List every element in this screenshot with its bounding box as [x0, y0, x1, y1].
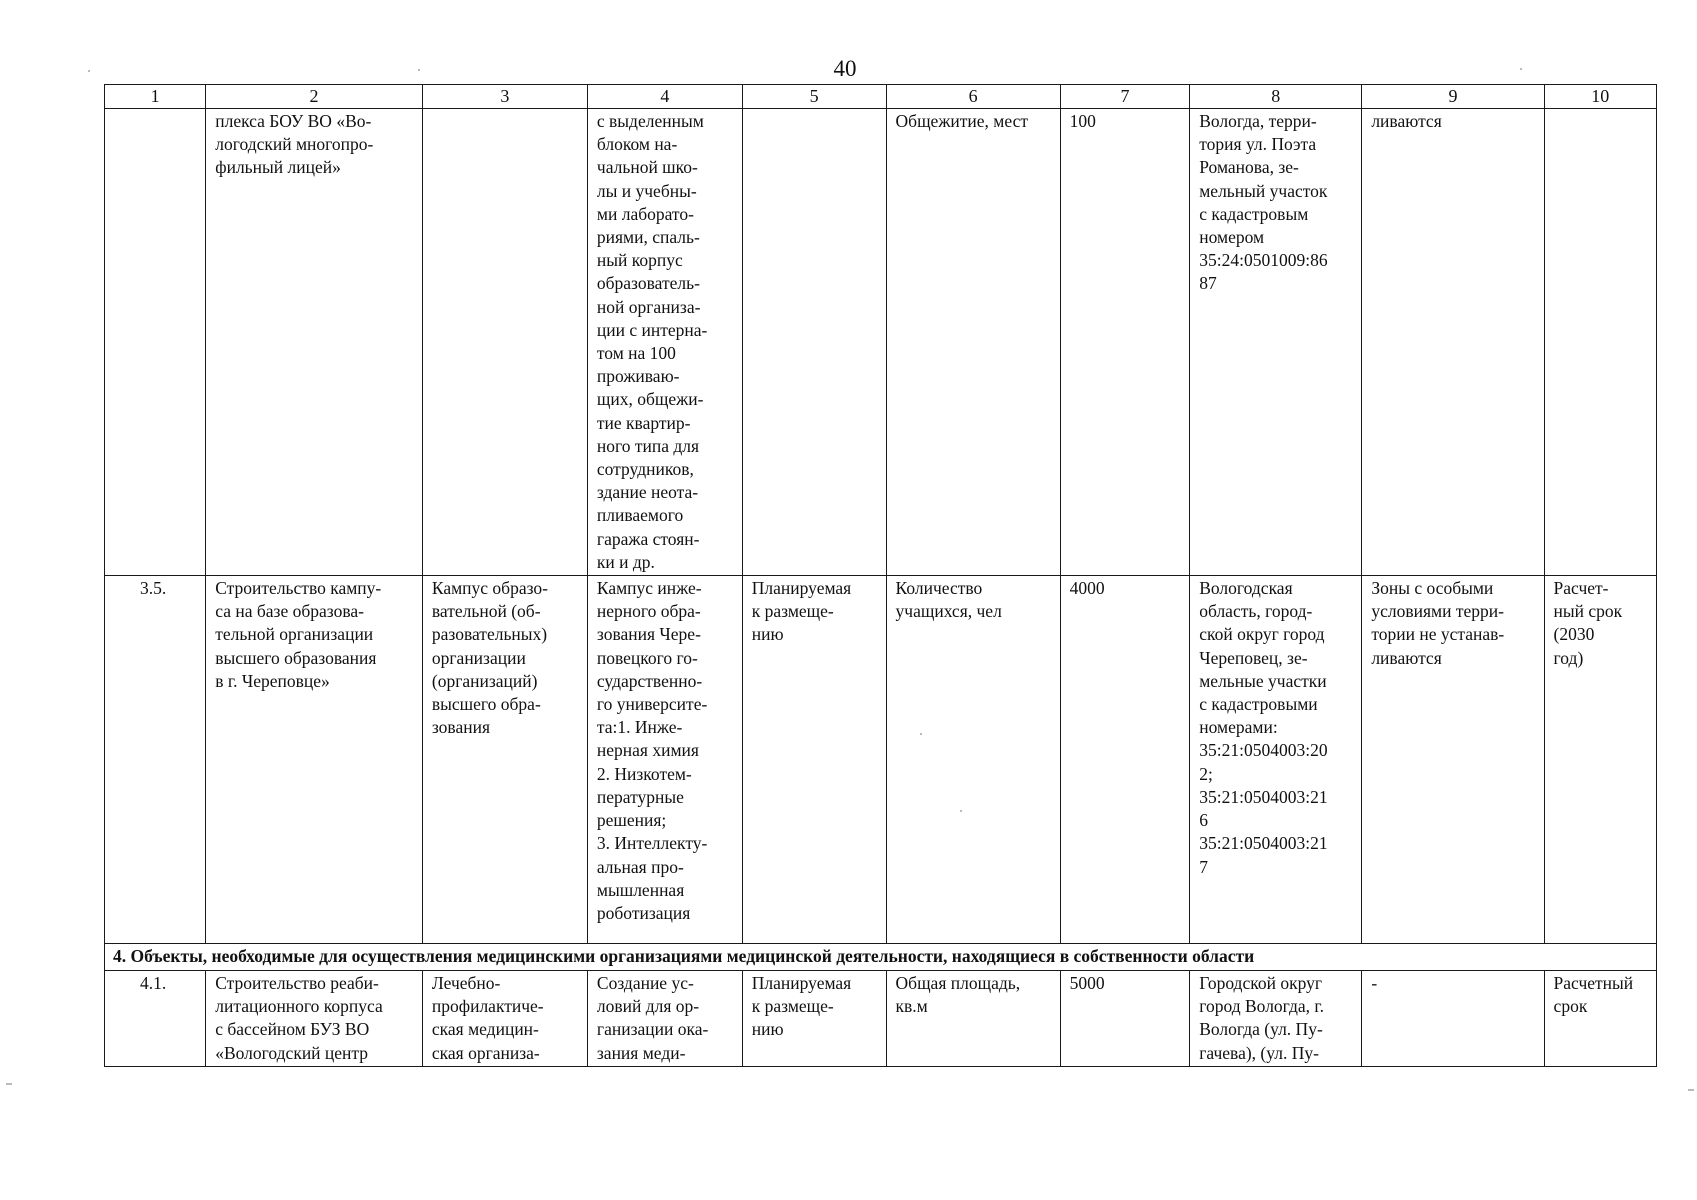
cell-number: 3.5.: [105, 576, 206, 944]
cell-text-line: альная про-: [596, 856, 684, 877]
cell-text-line: пливаемого: [596, 505, 684, 526]
cell-name: [206, 576, 423, 944]
cell-text-line: лы и учебны-: [596, 180, 697, 201]
cell-text-line: Планируемая: [751, 973, 852, 994]
column-number: 3: [422, 85, 587, 109]
cell-zones: [1362, 576, 1544, 944]
cell-text-line: город Вологда, г.: [1199, 996, 1324, 1017]
cell-text-line: высшего обра-: [431, 694, 541, 715]
cell-name: [206, 971, 423, 1067]
cell-text-line: нерная химия: [596, 740, 699, 761]
cell-characteristic: [886, 576, 1060, 944]
cell-text-line: к размеще-: [751, 996, 834, 1017]
cell-text-line: ного типа для: [596, 435, 700, 456]
cell-text-line: фильный лицей»: [215, 157, 341, 178]
cell-location: [1190, 971, 1362, 1067]
cell-text-line: ции с интерна-: [596, 319, 708, 340]
cell-text-line: Количество: [895, 578, 983, 599]
cell-text-line: ливаются: [1371, 111, 1442, 131]
cell-text-line: 87: [1199, 273, 1217, 294]
cell-text-line: вательной (об-: [431, 601, 541, 622]
objects-table: [104, 84, 1657, 1067]
column-number: 5: [742, 85, 886, 109]
cell-text-line: область, город-: [1199, 601, 1313, 622]
column-number: 1: [105, 85, 206, 109]
scan-speck: [418, 69, 420, 71]
scan-speck: [1688, 1089, 1694, 1091]
scan-speck: [88, 70, 90, 72]
cell-text-line: «Вологодский центр: [215, 1042, 369, 1063]
cell-text-line: Зоны с особыми: [1371, 578, 1494, 599]
cell-text-line: логодский многопро-: [215, 134, 374, 155]
cell-status: [742, 109, 886, 576]
cell-text-line: ной организа-: [596, 296, 701, 317]
cell-type: [422, 109, 587, 576]
cell-text-line: с бассейном БУЗ ВО: [215, 1019, 370, 1040]
column-number: 7: [1060, 85, 1190, 109]
cell-text-line: том на 100: [596, 343, 676, 364]
cell-text-line: Городской округ: [1199, 973, 1323, 994]
cell-text-line: тория ул. Поэта: [1199, 134, 1317, 155]
cell-text-line: кв.м: [895, 996, 928, 1017]
cell-text-line: ганизации ока-: [596, 1019, 709, 1040]
cell-text-line: го университе-: [596, 694, 708, 715]
cell-text-line: Строительство кампу-: [215, 578, 382, 599]
cell-text-line: нерного обра-: [596, 601, 701, 622]
cell-text-line: мельные участки: [1199, 670, 1327, 691]
cell-text-line: Планируемая: [751, 578, 852, 599]
cell-text-line: та:1. Инже-: [596, 717, 683, 738]
cell-value: [1060, 109, 1190, 576]
cell-text-line: решения;: [596, 810, 667, 831]
cell-text-line: ки и др.: [596, 551, 655, 572]
cell-text-line: пературные: [596, 786, 684, 807]
cell-text-line: ми лаборато-: [596, 203, 694, 224]
cell-text-line: зания меди-: [596, 1042, 686, 1063]
column-number: 10: [1544, 85, 1656, 109]
cell-text-line: блоком на-: [596, 134, 678, 155]
cell-text-line: Череповец, зе-: [1199, 647, 1308, 668]
cell-characteristic: [886, 971, 1060, 1067]
cell-text-line: тельной организации: [215, 624, 374, 645]
table-row: [105, 971, 1657, 1067]
cell-status: [742, 576, 886, 944]
cell-text-line: ливаются: [1371, 647, 1442, 668]
cell-text-line: 35:21:0504003:20: [1199, 740, 1328, 761]
cell-text-line: ская организа-: [431, 1042, 540, 1063]
section-heading: 4. Объекты, необходимые для осуществления медицинскими организациями медицинской деятельности, находящиеся в собственности области: [105, 944, 1657, 971]
cell-text-line: тие квартир-: [596, 412, 691, 433]
cell-text-line: Общежитие, мест: [895, 111, 1028, 131]
column-number: 4: [587, 85, 742, 109]
cell-text-line: 4000: [1069, 578, 1105, 599]
cell-text-line: Вологда (ул. Пу-: [1199, 1019, 1323, 1040]
cell-text-line: с выделенным: [596, 111, 704, 131]
cell-text-line: щих, общежи-: [596, 389, 704, 410]
cell-number: [105, 109, 206, 576]
cell-purpose: [587, 576, 742, 944]
page-number: 40: [833, 56, 857, 81]
cell-text-line: с кадастровыми: [1199, 694, 1318, 715]
cell-text-line: повецкого го-: [596, 647, 698, 668]
cell-text-line: организации: [431, 647, 526, 668]
cell-text-line: гачева), (ул. Пу-: [1199, 1042, 1319, 1063]
section-row: [105, 944, 1657, 971]
cell-zones: [1362, 109, 1544, 576]
cell-text-line: в г. Череповце»: [215, 670, 330, 691]
cell-status: [742, 971, 886, 1067]
cell-text-line: здание неота-: [596, 482, 699, 503]
cell-text-line: Вологда, терри-: [1199, 111, 1317, 131]
cell-text-line: гаража стоян-: [596, 528, 700, 549]
cell-text-line: Кампус инже-: [596, 578, 702, 599]
scan-speck: [1520, 68, 1522, 70]
table-row: [105, 576, 1657, 944]
scan-speck: [6, 1083, 12, 1085]
cell-text-line: 5000: [1069, 973, 1105, 994]
cell-text-line: нию: [751, 624, 784, 645]
cell-text-line: чальной шко-: [596, 157, 698, 178]
cell-text-line: 2. Низкотем-: [596, 763, 692, 784]
cell-text-line: ловий для ор-: [596, 996, 700, 1017]
cell-text-line: ская медицин-: [431, 1019, 539, 1040]
cell-purpose: [587, 971, 742, 1067]
cell-text-line: сотрудников,: [596, 459, 694, 480]
column-number-row: [105, 85, 1657, 109]
cell-text-line: 2;: [1199, 763, 1213, 784]
cell-number: 4.1.: [105, 971, 206, 1067]
cell-text-line: Романова, зе-: [1199, 157, 1299, 178]
cell-term: [1544, 109, 1656, 576]
cell-text-line: образователь-: [596, 273, 700, 294]
cell-text-line: Строительство реаби-: [215, 973, 379, 994]
cell-text-line: нию: [751, 1019, 784, 1040]
cell-location: [1190, 576, 1362, 944]
cell-text-line: номером: [1199, 227, 1265, 248]
cell-text-line: Расчет-: [1553, 578, 1609, 599]
cell-name: [206, 109, 423, 576]
cell-text-line: тории не устанав-: [1371, 624, 1505, 645]
cell-text-line: (организаций): [431, 670, 538, 691]
cell-text-line: ный корпус: [596, 250, 683, 271]
cell-text-line: 35:21:0504003:21: [1199, 833, 1328, 854]
table-row: [105, 109, 1657, 576]
cell-text-line: проживаю-: [596, 366, 680, 387]
cell-type: [422, 971, 587, 1067]
cell-text-line: Создание ус-: [596, 973, 694, 994]
cell-text-line: 35:24:0501009:86: [1199, 250, 1328, 271]
cell-zones: [1362, 971, 1544, 1067]
cell-text-line: Лечебно-: [431, 973, 501, 994]
cell-text-line: учащихся, чел: [895, 601, 1002, 622]
cell-text-line: год): [1553, 647, 1584, 668]
cell-text-line: са на базе образова-: [215, 601, 364, 622]
cell-type: [422, 576, 587, 944]
cell-purpose: [587, 109, 742, 576]
cell-term: [1544, 576, 1656, 944]
cell-text-line: Вологодская: [1199, 578, 1293, 599]
cell-text-line: срок: [1553, 996, 1588, 1017]
cell-text-line: 100: [1069, 111, 1096, 131]
column-number: 8: [1190, 85, 1362, 109]
cell-text-line: Общая площадь,: [895, 973, 1021, 994]
cell-text-line: высшего образования: [215, 647, 377, 668]
cell-value: [1060, 576, 1190, 944]
cell-characteristic: [886, 109, 1060, 576]
cell-text-line: ный срок: [1553, 601, 1623, 622]
cell-value: [1060, 971, 1190, 1067]
cell-text-line: профилактиче-: [431, 996, 544, 1017]
column-number: 9: [1362, 85, 1544, 109]
cell-text-line: (2030: [1553, 624, 1595, 645]
cell-text-line: условиями терри-: [1371, 601, 1504, 622]
cell-text-line: литационного корпуса: [215, 996, 383, 1017]
cell-text-line: 7: [1199, 856, 1208, 877]
column-number: 6: [886, 85, 1060, 109]
column-number: 2: [206, 85, 423, 109]
cell-text-line: мельный участок: [1199, 180, 1328, 201]
cell-text-line: с кадастровым: [1199, 203, 1309, 224]
cell-text-line: плекса БОУ ВО «Во-: [215, 111, 372, 131]
cell-term: [1544, 971, 1656, 1067]
cell-text-line: зования Чере-: [596, 624, 701, 645]
cell-text-line: 6: [1199, 810, 1208, 831]
cell-text-line: роботизация: [596, 902, 691, 923]
cell-text-line: разовательных): [431, 624, 548, 645]
cell-text-line: 35:21:0504003:21: [1199, 786, 1328, 807]
cell-location: [1190, 109, 1362, 576]
cell-text-line: 3. Интеллекту-: [596, 833, 708, 854]
cell-text-line: зования: [431, 717, 491, 738]
cell-text-line: Расчетный: [1553, 973, 1634, 994]
cell-text-line: сударственно-: [596, 670, 703, 691]
cell-text-line: Кампус образо-: [431, 578, 548, 599]
cell-text-line: к размеще-: [751, 601, 834, 622]
cell-text-line: номерами:: [1199, 717, 1278, 738]
cell-text-line: мышленная: [596, 879, 685, 900]
cell-text-line: ской округ город: [1199, 624, 1325, 645]
cell-text-line: -: [1371, 973, 1378, 994]
cell-text-line: риями, спаль-: [596, 227, 700, 248]
